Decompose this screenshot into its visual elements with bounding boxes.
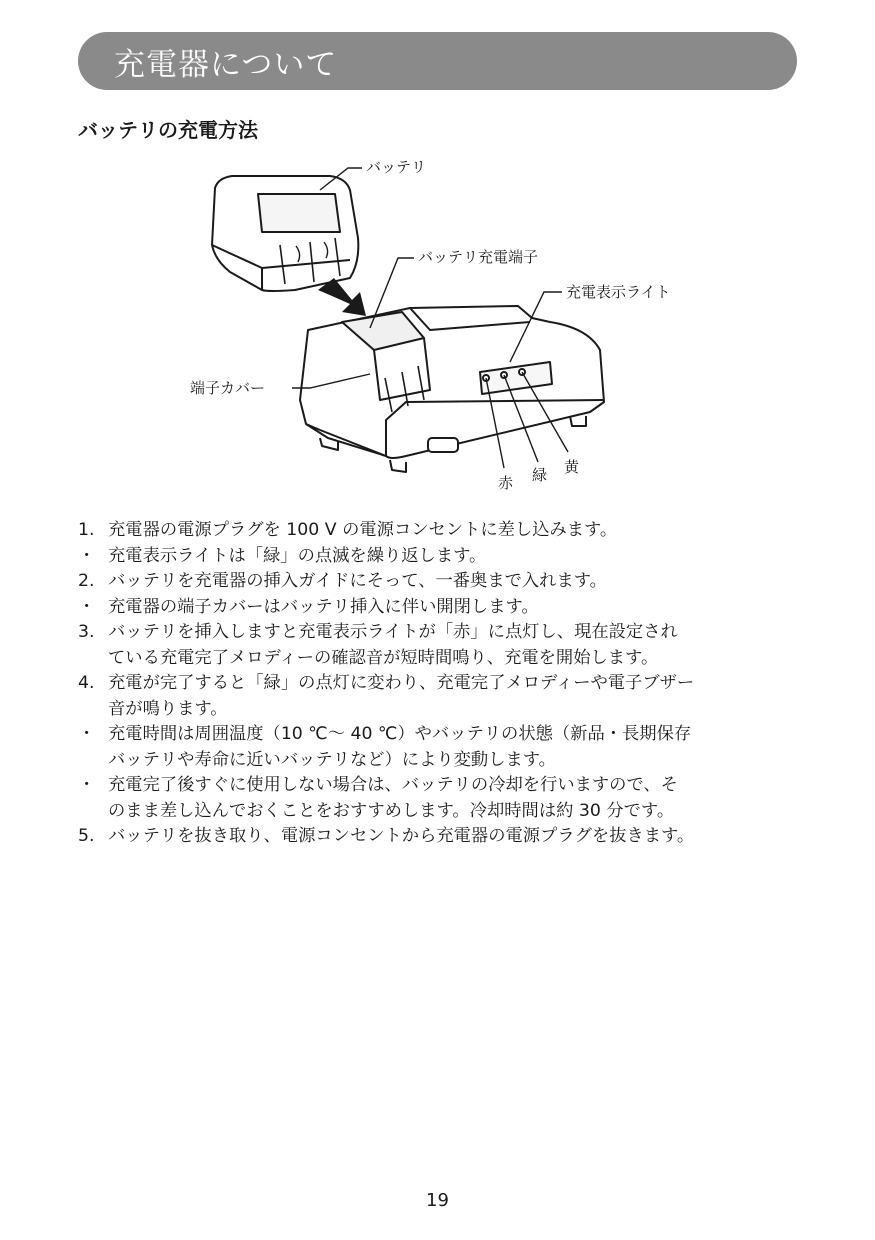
list-text: バッテリを挿入しますと充電表示ライトが「赤」に点灯し、現在設定され ている充電完了メロディーの確認音が短時間鳴り、充電を開始します。 [108,622,678,668]
list-marker: 1. [78,520,95,540]
charger-drawing [300,306,604,472]
list-item [78,773,803,824]
page-number: 19 [426,1190,449,1211]
list-marker: 4. [78,673,95,693]
list-marker: ・ [78,545,96,566]
list-item [78,722,803,773]
label-yellow: 黄 [564,458,580,476]
list-text: バッテリを充電器の挿入ガイドにそって、一番奥まで入れます。 [108,571,607,591]
list-item [78,671,803,722]
list-item [78,824,803,850]
header-bar [78,32,797,90]
list-marker: ・ [78,596,96,617]
label-green: 緑 [532,466,548,484]
label-terminal-cover: 端子カバー [190,379,266,397]
instruction-list [78,518,803,850]
section-title: バッテリの充電方法 [78,118,258,142]
list-marker: 5. [78,826,95,846]
list-item [78,518,803,544]
battery-drawing [212,176,358,291]
list-text: バッテリを抜き取り、電源コンセントから充電器の電源プラグを抜きます。 [108,826,695,846]
list-item [78,595,803,621]
label-battery-terminal: バッテリ充電端子 [418,248,539,266]
list-marker: ・ [78,724,96,744]
page-title: 充電器について [114,46,338,83]
list-text: 充電器の電源プラグを 100 V の電源コンセントに差し込みます。 [108,520,618,540]
list-item [78,544,803,570]
label-battery: バッテリ [366,158,427,176]
list-text: 充電時間は周囲温度（10 ℃～ 40 ℃）やバッテリの状態（新品・長期保存 バッテリや寿命に近いバッテリなど）により変動します。 [108,724,692,770]
list-text: 充電表示ライトは「緑」の点滅を繰り返します。 [108,545,487,566]
list-item [78,569,803,595]
list-marker: ・ [78,775,96,795]
list-item [78,620,803,671]
list-marker: 3. [78,622,95,642]
charger-illustration [170,150,710,500]
label-indicator-light: 充電表示ライト [566,283,671,301]
list-text: 充電器の端子カバーはバッテリ挿入に伴い開閉します。 [108,596,539,617]
list-text: 充電が完了すると「緑」の点灯に変わり、充電完了メロディーや電子ブザー 音が鳴ります。 [108,673,695,719]
list-marker: 2. [78,571,95,591]
list-text: 充電完了後すぐに使用しない場合は、バッテリの冷却を行いますので、そ のまま差し込んでおくことをおすすめします。冷却時間は約 30 分です。 [108,775,678,821]
label-red: 赤 [498,474,514,492]
charger-diagram [170,150,710,500]
